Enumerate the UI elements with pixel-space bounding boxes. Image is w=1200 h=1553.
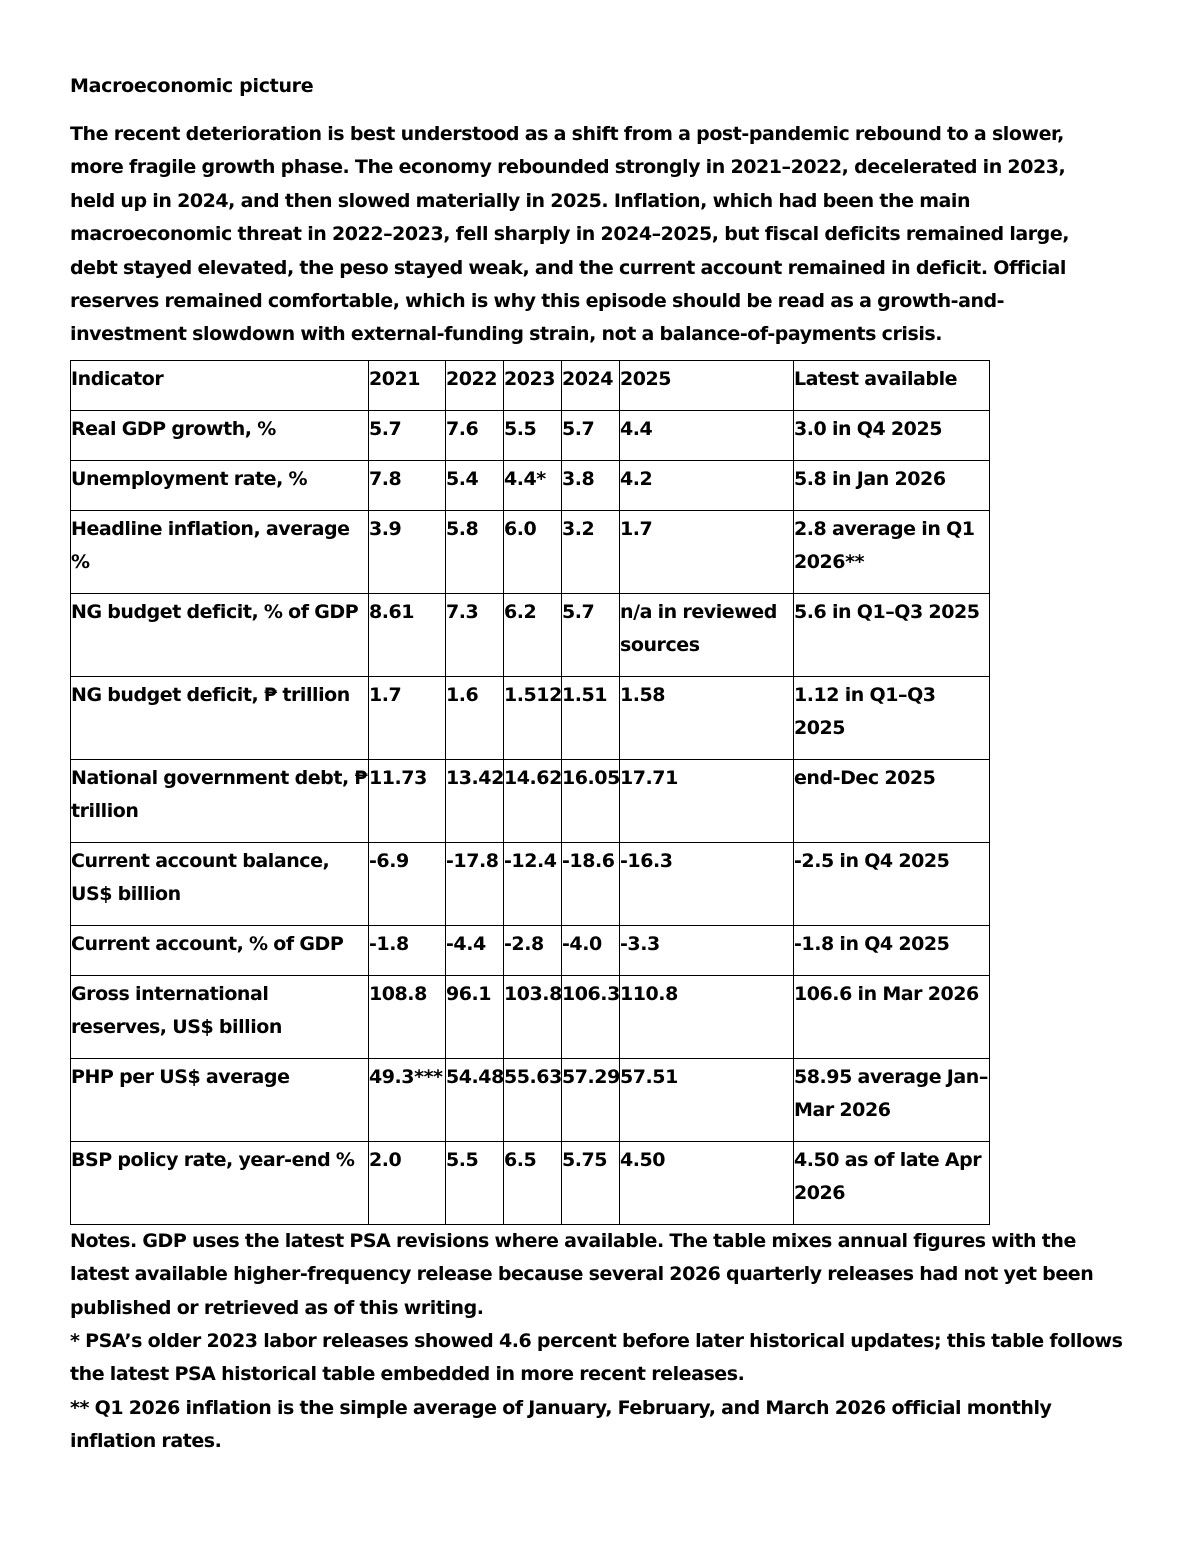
- latest-cell: -2.5 in Q4 2025: [794, 842, 990, 925]
- header-cell: 2024: [562, 360, 620, 410]
- value-cell: 1.7: [369, 676, 446, 759]
- value-cell: 54.48: [446, 1058, 504, 1141]
- value-cell: 5.5: [446, 1141, 504, 1224]
- value-cell: -3.3: [620, 925, 794, 975]
- indicator-cell: NG budget deficit, ₱ trillion: [71, 676, 369, 759]
- header-cell: Latest available: [794, 360, 990, 410]
- latest-cell: end-Dec 2025: [794, 759, 990, 842]
- table-row: [71, 460, 990, 510]
- value-cell: 4.50: [620, 1141, 794, 1224]
- table-row: [71, 925, 990, 975]
- value-cell: 7.8: [369, 460, 446, 510]
- value-cell: 1.7: [620, 510, 794, 593]
- table-header-row: [71, 360, 990, 410]
- value-cell: 110.8: [620, 975, 794, 1058]
- value-cell: 6.0: [504, 510, 562, 593]
- value-cell: -4.4: [446, 925, 504, 975]
- value-cell: 7.3: [446, 593, 504, 676]
- indicator-cell: Current account, % of GDP: [71, 925, 369, 975]
- value-cell: 3.9: [369, 510, 446, 593]
- header-cell: 2023: [504, 360, 562, 410]
- note-footnote-2: ** Q1 2026 inflation is the simple average of January, February, and March 2026 official monthly inflation rates.: [70, 1396, 1052, 1453]
- value-cell: 4.2: [620, 460, 794, 510]
- header-cell: 2022: [446, 360, 504, 410]
- value-cell: 14.62: [504, 759, 562, 842]
- latest-cell: 5.6 in Q1–Q3 2025: [794, 593, 990, 676]
- value-cell: 5.8: [446, 510, 504, 593]
- value-cell: 8.61: [369, 593, 446, 676]
- value-cell: 2.0: [369, 1141, 446, 1224]
- latest-cell: 1.12 in Q1–Q3 2025: [794, 676, 990, 759]
- value-cell: 11.73: [369, 759, 446, 842]
- value-cell: 106.3: [562, 975, 620, 1058]
- value-cell: 1.6: [446, 676, 504, 759]
- value-cell: 3.8: [562, 460, 620, 510]
- value-cell: 55.63: [504, 1058, 562, 1141]
- value-cell: 5.5: [504, 410, 562, 460]
- indicator-cell: Headline inflation, average %: [71, 510, 369, 593]
- indicator-cell: Unemployment rate, %: [71, 460, 369, 510]
- value-cell: 17.71: [620, 759, 794, 842]
- note-footnote-1: * PSA’s older 2023 labor releases showed 4.6 percent before later historical updates; this table follows the latest PSA historical table embedded in more recent releases.: [70, 1330, 1123, 1386]
- value-cell: 5.7: [562, 593, 620, 676]
- value-cell: 49.3***: [369, 1058, 446, 1141]
- table-row: [71, 510, 990, 593]
- latest-cell: 5.8 in Jan 2026: [794, 460, 990, 510]
- table-row: [71, 1058, 990, 1141]
- value-cell: 16.05: [562, 759, 620, 842]
- header-cell: 2021: [369, 360, 446, 410]
- latest-cell: 2.8 average in Q1 2026**: [794, 510, 990, 593]
- latest-cell: 4.50 as of late Apr 2026: [794, 1141, 990, 1224]
- latest-cell: -1.8 in Q4 2025: [794, 925, 990, 975]
- value-cell: 13.42: [446, 759, 504, 842]
- indicators-table: [70, 360, 990, 1225]
- indicator-cell: Current account balance, US$ billion: [71, 842, 369, 925]
- value-cell: 5.75: [562, 1141, 620, 1224]
- indicator-cell: National government debt, ₱ trillion: [71, 759, 369, 842]
- value-cell: 103.8: [504, 975, 562, 1058]
- value-cell: 6.5: [504, 1141, 562, 1224]
- document-page: [70, 72, 1130, 1459]
- value-cell: 1.512: [504, 676, 562, 759]
- value-cell: -18.6: [562, 842, 620, 925]
- table-row: [71, 593, 990, 676]
- value-cell: -17.8: [446, 842, 504, 925]
- value-cell: 4.4: [620, 410, 794, 460]
- table-row: [71, 1141, 990, 1224]
- indicator-cell: NG budget deficit, % of GDP: [71, 593, 369, 676]
- latest-cell: 106.6 in Mar 2026: [794, 975, 990, 1058]
- indicator-cell: Real GDP growth, %: [71, 410, 369, 460]
- value-cell: -4.0: [562, 925, 620, 975]
- value-cell: 6.2: [504, 593, 562, 676]
- value-cell: 1.51: [562, 676, 620, 759]
- header-cell: 2025: [620, 360, 794, 410]
- value-cell: 96.1: [446, 975, 504, 1058]
- latest-cell: 3.0 in Q4 2025: [794, 410, 990, 460]
- value-cell: 5.7: [369, 410, 446, 460]
- value-cell: -1.8: [369, 925, 446, 975]
- value-cell: 5.4: [446, 460, 504, 510]
- indicator-cell: Gross international reserves, US$ billion: [71, 975, 369, 1058]
- value-cell: -2.8: [504, 925, 562, 975]
- value-cell: -16.3: [620, 842, 794, 925]
- value-cell: 1.58: [620, 676, 794, 759]
- table-row: [71, 975, 990, 1058]
- value-cell: 4.4*: [504, 460, 562, 510]
- value-cell: 7.6: [446, 410, 504, 460]
- table-notes: [70, 1225, 1130, 1459]
- table-row: [71, 676, 990, 759]
- value-cell: 108.8: [369, 975, 446, 1058]
- body-paragraph: The recent deterioration is best understood as a shift from a post-pandemic rebound to a slower, more fragile growth phase. The economy rebounded strongly in 2021–2022, decelerated in 2023, held up in 2024, and then slowed materially in 2025. Inflation, which had been the main macroeconomic threat in 2022–2023, fell sharply in 2024–2025, but fiscal deficits remained large, debt stayed elevated, the peso stayed weak, and the current account remained in deficit. Official reserves remained comfortable, which is why this episode should be read as a growth-and-investment slowdown with external-funding strain, not a balance-of-payments crisis.: [70, 123, 1070, 346]
- value-cell: n/a in reviewed sources: [620, 593, 794, 676]
- value-cell: 57.29: [562, 1058, 620, 1141]
- section-heading: Macroeconomic picture: [70, 75, 314, 97]
- value-cell: -6.9: [369, 842, 446, 925]
- value-cell: 5.7: [562, 410, 620, 460]
- value-cell: -12.4: [504, 842, 562, 925]
- table-row: [71, 410, 990, 460]
- table-row: [71, 842, 990, 925]
- indicator-cell: BSP policy rate, year-end %: [71, 1141, 369, 1224]
- note-general: Notes. GDP uses the latest PSA revisions where available. The table mixes annual figures with the latest available higher-frequency release because several 2026 quarterly releases had not yet been published or retrieved as of this writing.: [70, 1229, 1094, 1319]
- table-row: [71, 759, 990, 842]
- value-cell: 57.51: [620, 1058, 794, 1141]
- header-cell: Indicator: [71, 360, 369, 410]
- indicator-cell: PHP per US$ average: [71, 1058, 369, 1141]
- value-cell: 3.2: [562, 510, 620, 593]
- latest-cell: 58.95 average Jan–Mar 2026: [794, 1058, 990, 1141]
